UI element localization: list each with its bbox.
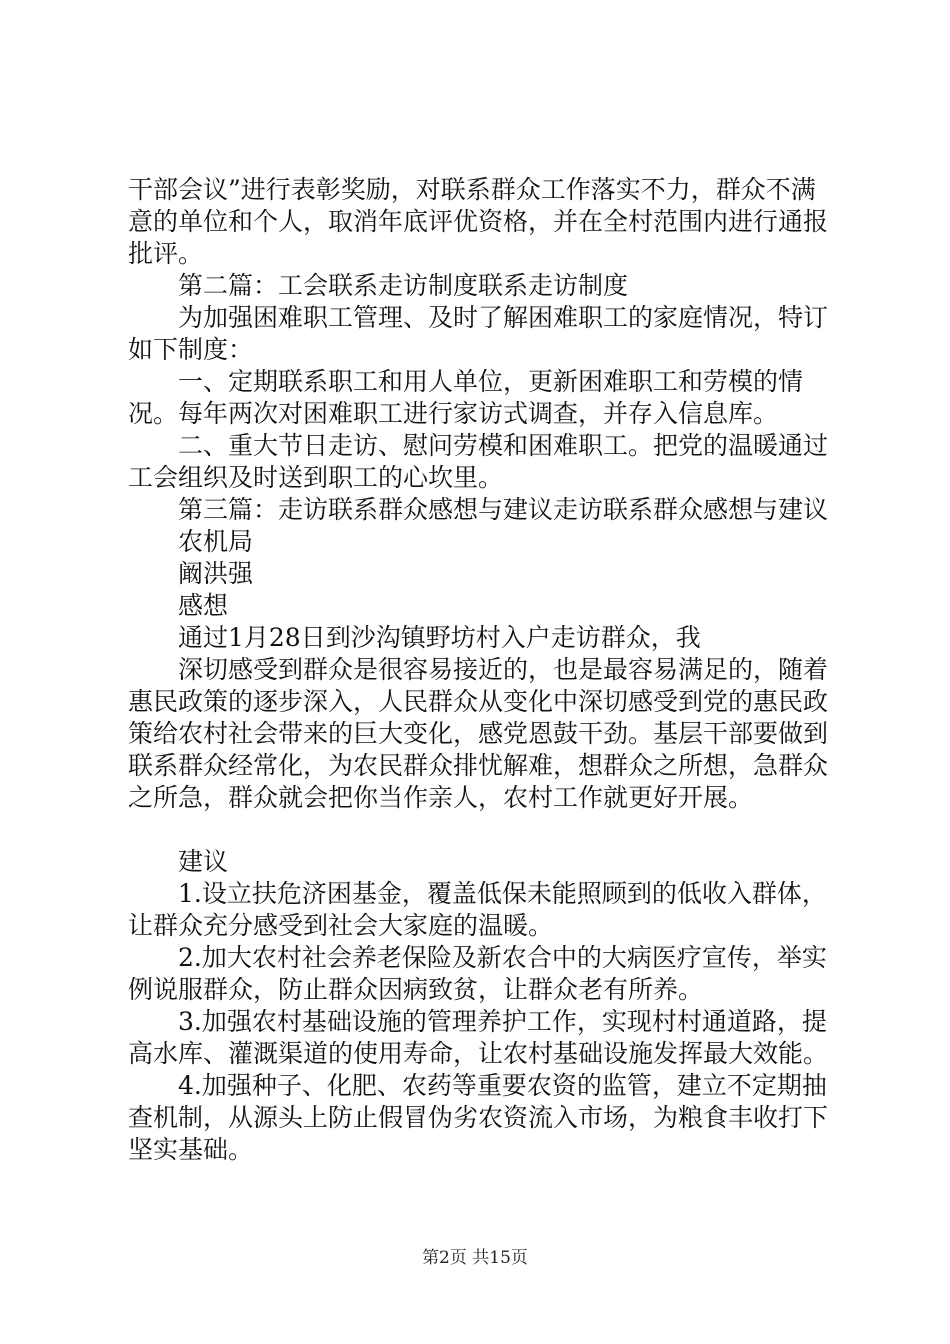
paragraph: 感想 — [178, 591, 229, 620]
paragraph: 农机局 — [178, 527, 254, 556]
page-footer: 第2页 共15页 — [422, 1248, 528, 1268]
paragraph: 阚洪强 — [178, 559, 254, 588]
paragraph: 为加强困难职工管理、及时了解困难职工的家庭情况，特订如下制度： — [128, 303, 829, 364]
document-body — [128, 174, 828, 1166]
paragraph: 建议 — [178, 847, 229, 876]
paragraph: 深切感受到群众是很容易接近的，也是最容易满足的，随着惠民政策的逐步深入，人民群众从变化中深切感受到党的惠民政策给农村社会带来的巨大变化，感党恩鼓干劲。基层干部要做到联系群众经常化，为农民群众排忧解难，想群众之所想，急群众之所急，群众就会把你当作亲人，农村工作就更好开展。 — [128, 655, 829, 812]
paragraph: 3.加强农村基础设施的管理养护工作，实现村村通道路，提高水库、灌溉渠道的使用寿命，让农村基础设施发挥最大效能。 — [128, 1007, 829, 1068]
paragraph: 1.设立扶危济困基金，覆盖低保未能照顾到的低收入群体，让群众充分感受到社会大家庭的温暖。 — [128, 879, 827, 940]
paragraph: 第三篇：走访联系群众感想与建议走访联系群众感想与建议 — [178, 495, 829, 524]
paragraph: 干部会议”进行表彰奖励，对联系群众工作落实不力，群众不满意的单位和个人，取消年底评优资格，并在全村范围内进行通报批评。 — [128, 175, 829, 268]
paragraph: 第二篇：工会联系走访制度联系走访制度 — [178, 271, 629, 300]
paragraph: 通过1月28日到沙沟镇野坊村入户走访群众，我 — [178, 623, 701, 652]
blank-line — [128, 814, 828, 846]
paragraph: 2.加大农村社会养老保险及新农合中的大病医疗宣传，举实例说服群众，防止群众因病致贫，让群众老有所养。 — [128, 943, 827, 1004]
paragraph: 二、重大节日走访、慰问劳模和困难职工。把党的温暖通过工会组织及时送到职工的心坎里。 — [128, 431, 829, 492]
paragraph: 一、定期联系职工和用人单位，更新困难职工和劳模的情况。每年两次对困难职工进行家访式调查，并存入信息库。 — [128, 367, 804, 428]
paragraph: 4.加强种子、化肥、农药等重要农资的监管，建立不定期抽查机制，从源头上防止假冒伪劣农资流入市场，为粮食丰收打下坚实基础。 — [128, 1071, 829, 1164]
